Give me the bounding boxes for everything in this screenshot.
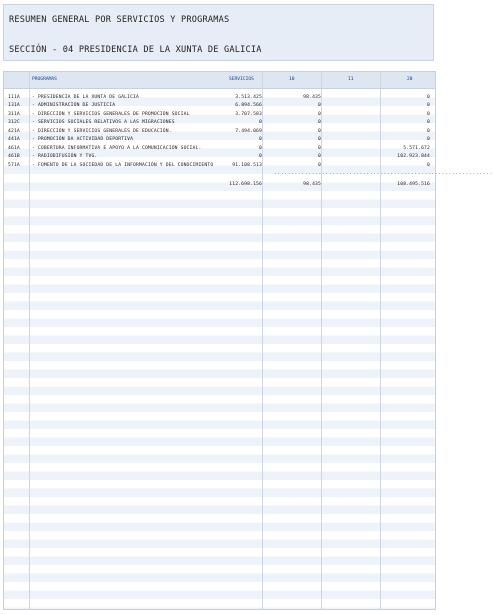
column-header-20: 20 <box>407 77 413 82</box>
value-10: 0 <box>259 120 262 125</box>
program-name: - ADMINISTRACIÓN DE JUSTICIA <box>32 103 116 108</box>
program-code: 441A <box>8 137 20 142</box>
program-name: - DIRECCIÓN Y SERVICIOS GENERALES DE PROMOCIÓN SOCIAL <box>32 111 190 117</box>
column-header-11: 11 <box>348 77 354 82</box>
value-11: 0 <box>318 103 321 108</box>
column-header-servicios: SERVICIOS <box>229 77 254 82</box>
program-name: - PRESIDENCIA DE LA XUNTA DE GALICIA <box>32 94 139 100</box>
value-11: 0 <box>318 128 321 134</box>
table-row <box>4 102 435 111</box>
value-20: 5.571.672 <box>403 145 430 151</box>
summary-table <box>3 71 493 610</box>
program-code: 131A <box>8 103 20 108</box>
program-code: 461B <box>8 154 20 159</box>
table-row <box>4 93 435 102</box>
value-10: 0 <box>259 137 262 142</box>
value-11: 0 <box>318 111 321 117</box>
section-title: SECCIÓN - 04 PRESIDENCIA DE LA XUNTA DE GALICIA <box>9 45 262 55</box>
program-name: - DIRECCIÓN Y SERVICIOS GENERALES DE EDUCACIÓN. <box>32 128 172 134</box>
total-separator: ................................................................ <box>274 170 493 176</box>
value-20: 0 <box>427 94 430 100</box>
value-20: 0 <box>427 162 430 168</box>
value-20: 0 <box>427 128 430 134</box>
value-20: 0 <box>427 111 430 117</box>
value-10: 0 <box>259 154 262 159</box>
program-code: 311A <box>8 111 20 117</box>
value-11: 0 <box>318 162 321 168</box>
total-11: 98.435 <box>303 182 321 187</box>
table-row <box>4 110 435 119</box>
column-header-programas: PROGRAMAS <box>32 77 57 82</box>
column-header-10: 10 <box>289 77 295 82</box>
value-11: 0 <box>318 137 321 142</box>
value-20: 0 <box>427 120 430 125</box>
value-20: 0 <box>427 137 430 142</box>
value-11: 98.435 <box>303 94 321 100</box>
totals-row <box>4 181 435 190</box>
report-title: RESUMEN GENERAL POR SERVICIOS Y PROGRAMAS <box>9 15 230 25</box>
program-code: 111A <box>8 94 20 100</box>
table-row <box>4 144 435 153</box>
program-name: - RADIODIFUSIÓN Y TVG. <box>32 154 98 159</box>
program-name: - SERVICIOS SOCIALES RELATIVOS A LAS MIGRACIONES <box>32 120 175 125</box>
total-10: 112.698.156 <box>229 182 262 187</box>
program-code: 312C <box>8 120 20 125</box>
value-10: 7.494.069 <box>235 128 262 134</box>
value-11: 0 <box>318 154 321 159</box>
table-row <box>4 127 435 136</box>
value-20: 0 <box>427 103 430 108</box>
value-11: 0 <box>318 145 321 151</box>
total-20: 108.495.516 <box>397 182 430 187</box>
value-11: 0 <box>318 120 321 125</box>
value-10: 91.108.513 <box>232 162 262 168</box>
report-header <box>3 4 434 61</box>
program-name: - COBERTURA INFORMATIVA E APOYO A LA COMUNICACIÓN SOCIAL. <box>32 145 202 151</box>
value-10: 0 <box>259 145 262 151</box>
value-20: 102.923.844 <box>397 154 430 159</box>
value-10: 3.707.583 <box>235 111 262 117</box>
program-name: - FOMENTO DE LA SOCIEDAD DE LA INFORMACIÓN Y DEL CONOCIMIENTO <box>32 162 214 168</box>
table-header <box>4 72 435 89</box>
table-row <box>4 153 435 162</box>
program-name: - PROMOCIÓN DA ACTIVIDAD DEPORTIVA <box>32 137 134 142</box>
program-code: 421A <box>8 128 20 134</box>
table-row <box>4 119 435 128</box>
program-code: 461A <box>8 145 20 151</box>
value-10: 6.894.566 <box>235 103 262 108</box>
program-code: 571A <box>8 162 20 168</box>
value-10: 3.513.425 <box>235 94 262 100</box>
table-row <box>4 161 435 170</box>
table-row <box>4 136 435 145</box>
